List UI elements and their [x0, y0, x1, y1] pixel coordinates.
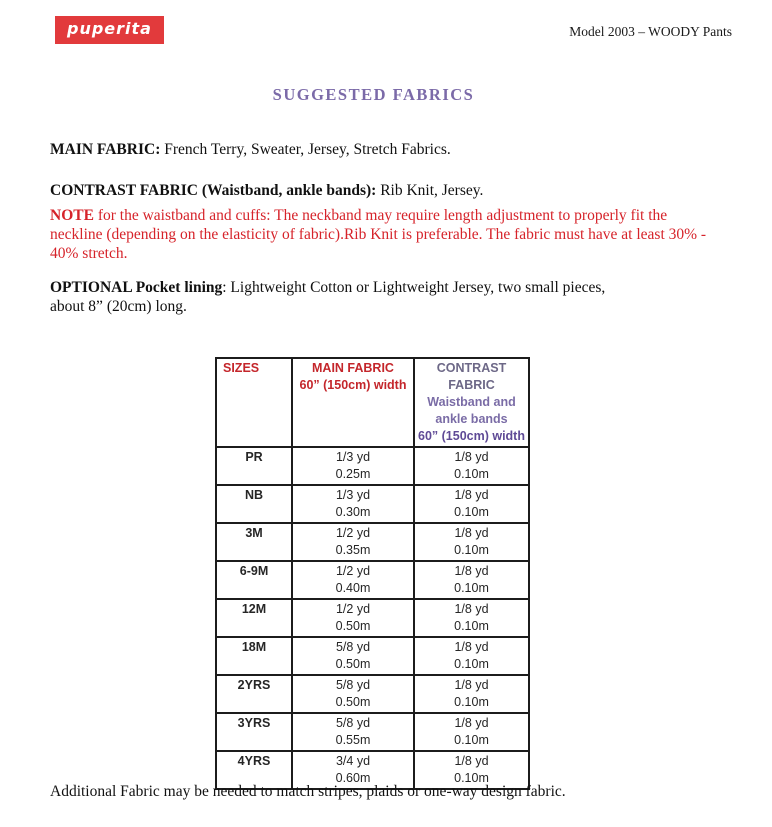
main-fabric-text: French Terry, Sweater, Jersey, Stretch Fabrics. [160, 141, 451, 158]
note-line-3: 40% stretch. [50, 245, 128, 262]
contrast-m: 0.10m [454, 733, 489, 747]
contrast-m: 0.10m [454, 657, 489, 671]
contrast-m: 0.10m [454, 581, 489, 595]
size-cell [216, 637, 292, 675]
main-yd: 5/8 yd [335, 678, 371, 692]
table-row [216, 637, 529, 675]
contrast-yd: 1/8 yd [454, 602, 489, 616]
contrast-fabric-cell [414, 447, 529, 485]
main-fabric-cell [292, 561, 414, 599]
note-paragraph [50, 206, 717, 263]
size-label: 6-9M [239, 564, 269, 578]
contrast-fabric-cell [414, 599, 529, 637]
main-yd: 1/3 yd [335, 450, 371, 464]
note-label: NOTE [50, 207, 94, 224]
contrast-header-line1: CONTRAST FABRIC [436, 361, 507, 392]
optional-line-1-text: : Lightweight Cotton or Lightweight Jersey, two small pieces, [222, 279, 606, 296]
main-fabric-cell [292, 523, 414, 561]
contrast-m: 0.10m [454, 771, 489, 785]
contrast-m: 0.10m [454, 695, 489, 709]
note-line-1-text: for the waistband and cuffs: The neckband may require length adjustment to properly fit the [93, 207, 668, 224]
table-row [216, 523, 529, 561]
contrast-fabric-cell [414, 675, 529, 713]
contrast-yd: 1/8 yd [454, 716, 489, 730]
contrast-fabric-text: Rib Knit, Jersey. [376, 182, 484, 199]
contrast-fabric-cell [414, 523, 529, 561]
main-m: 0.25m [335, 467, 371, 481]
page-title: SUGGESTED FABRICS [272, 85, 475, 104]
additional-fabric-note: Additional Fabric may be needed to match stripes, plaids or one-way design fabric. [50, 783, 566, 800]
main-fabric-cell [292, 447, 414, 485]
size-label: PR [245, 450, 263, 464]
table-row [216, 447, 529, 485]
optional-line-1 [50, 278, 712, 297]
fabric-requirements-table [215, 357, 530, 790]
size-label: 12M [241, 602, 267, 616]
main-m: 0.50m [335, 695, 371, 709]
main-yd: 3/4 yd [335, 754, 371, 768]
main-yd: 1/3 yd [335, 488, 371, 502]
note-line-1 [50, 206, 717, 225]
contrast-m: 0.10m [454, 505, 489, 519]
contrast-m: 0.10m [454, 467, 489, 481]
main-fabric-cell [292, 713, 414, 751]
contrast-fabric-cell [414, 485, 529, 523]
contrast-fabric-header [414, 358, 529, 447]
sizes-header: SIZES [216, 358, 292, 447]
size-cell [216, 523, 292, 561]
table-row [216, 561, 529, 599]
size-label: 2YRS [237, 678, 271, 692]
main-fabric-cell [292, 599, 414, 637]
main-yd: 1/2 yd [335, 526, 371, 540]
main-m: 0.50m [335, 657, 371, 671]
contrast-yd: 1/8 yd [454, 754, 489, 768]
size-label: 4YRS [237, 754, 271, 768]
main-m: 0.30m [335, 505, 371, 519]
main-m: 0.50m [335, 619, 371, 633]
contrast-yd: 1/8 yd [454, 564, 489, 578]
main-yd: 5/8 yd [335, 716, 371, 730]
table-row [216, 485, 529, 523]
main-fabric-label: MAIN FABRIC: [50, 141, 161, 158]
contrast-yd: 1/8 yd [454, 640, 489, 654]
table-row [216, 713, 529, 751]
size-cell [216, 561, 292, 599]
size-label: NB [244, 488, 264, 502]
contrast-fabric-paragraph [50, 181, 712, 200]
size-cell [216, 447, 292, 485]
contrast-fabric-cell [414, 713, 529, 751]
size-label: 3YRS [237, 716, 271, 730]
contrast-header-line4: 60” (150cm) width [418, 429, 525, 443]
contrast-yd: 1/8 yd [454, 526, 489, 540]
main-fabric-header [292, 358, 414, 447]
contrast-yd: 1/8 yd [454, 678, 489, 692]
main-m: 0.40m [335, 581, 371, 595]
size-label: 3M [245, 526, 263, 540]
contrast-header-line2: Waistband and [427, 395, 516, 409]
main-yd: 5/8 yd [335, 640, 371, 654]
main-fabric-paragraph [50, 140, 712, 159]
model-label: Model 2003 – WOODY Pants [569, 24, 732, 39]
main-fabric-header-line1: MAIN FABRIC [312, 361, 394, 375]
table-row [216, 675, 529, 713]
contrast-m: 0.10m [454, 619, 489, 633]
contrast-header-line3: ankle bands [435, 412, 508, 426]
size-cell [216, 599, 292, 637]
table-row [216, 599, 529, 637]
contrast-fabric-cell [414, 637, 529, 675]
contrast-fabric-label: CONTRAST FABRIC (Waistband, ankle bands): [50, 182, 377, 199]
optional-label: OPTIONAL Pocket lining [50, 279, 223, 296]
size-cell [216, 713, 292, 751]
contrast-yd: 1/8 yd [454, 488, 489, 502]
size-label: 18M [241, 640, 267, 654]
table-header-row [216, 358, 529, 447]
optional-line-2: about 8” (20cm) long. [50, 298, 187, 315]
main-m: 0.60m [335, 771, 371, 785]
main-fabric-header-line2: 60” (150cm) width [299, 378, 407, 392]
brand-logo: puperita [55, 16, 164, 44]
contrast-fabric-cell [414, 561, 529, 599]
contrast-yd: 1/8 yd [454, 450, 489, 464]
main-fabric-cell [292, 637, 414, 675]
size-cell [216, 675, 292, 713]
size-cell [216, 485, 292, 523]
main-m: 0.55m [335, 733, 371, 747]
main-yd: 1/2 yd [335, 564, 371, 578]
contrast-m: 0.10m [454, 543, 489, 557]
main-m: 0.35m [335, 543, 371, 557]
main-yd: 1/2 yd [335, 602, 371, 616]
main-fabric-cell [292, 485, 414, 523]
main-fabric-cell [292, 675, 414, 713]
note-line-2: neckline (depending on the elasticity of fabric).Rib Knit is preferable. The fabric must have at least 30% - [50, 226, 707, 243]
optional-paragraph [50, 278, 712, 316]
